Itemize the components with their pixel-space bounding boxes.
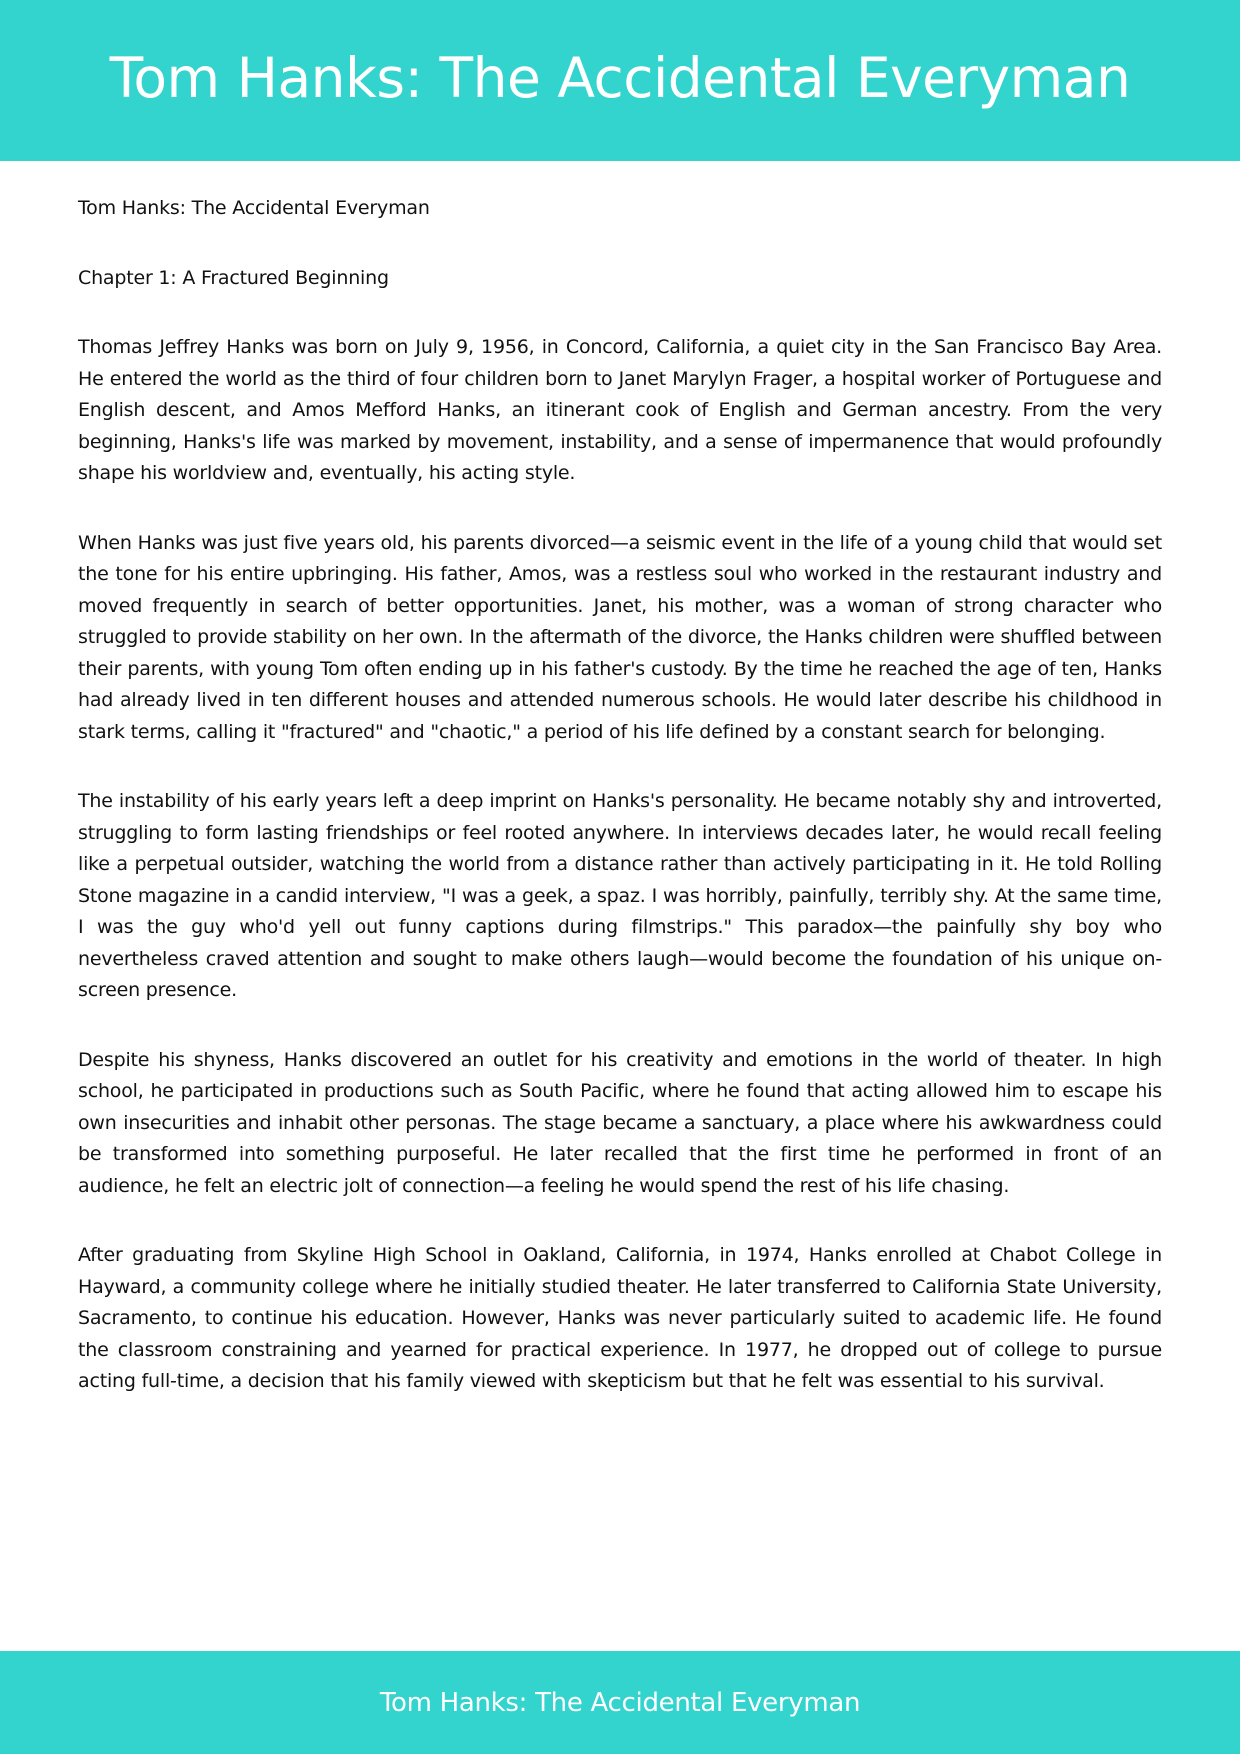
page-title: Tom Hanks: The Accidental Everyman — [109, 46, 1131, 110]
footer-text: Tom Hanks: The Accidental Everyman — [379, 1687, 861, 1718]
document-title: Tom Hanks: The Accidental Everyman — [78, 197, 430, 219]
paragraph: When Hanks was just five years old, his parents divorced—a seismic event in the life of a young child that would set the tone for his entire upbringing. His father, Amos, was a restless soul who worked in the restaurant industry and moved frequently in search of better opportunities. Janet, his mother, was a woman of strong character who struggled to provide stability on her own. In the aftermath of the divorce, the Hanks children were shuffled between their parents, with young Tom often ending up in his father's custody. By the time he reached the age of ten, Hanks had already lived in ten different houses and attended numerous schools. He would later describe his childhood in stark terms, calling it "fractured" and "chaotic," a period of his life defined by a constant search for belonging. — [78, 531, 1162, 743]
paragraph: The instability of his early years left a deep imprint on Hanks's personality. He became notably shy and introverted, struggling to form lasting friendships or feel rooted anywhere. In interviews decades later, he would recall feeling like a perpetual outsider, watching the world from a distance rather than actively participating in it. He told Rolling Stone magazine in a candid interview, "I was a geek, a spaz. I was horribly, painfully, terribly shy. At the same time, I was the guy who'd yell out funny captions during filmstrips." This paradox—the painfully shy boy who nevertheless craved attention and sought to make others laugh—would become the foundation of his unique on-screen presence. — [78, 790, 1162, 1001]
paragraph: Thomas Jeffrey Hanks was born on July 9, 1956, in Concord, California, a quiet city in the San Francisco Bay Area. He entered the world as the third of four children born to Janet Marylyn Frager, a hospital worker of Portuguese and English descent, and Amos Mefford Hanks, an itinerant cook of English and German ancestry. From the very beginning, Hanks's life was marked by movement, instability, and a sense of impermanence that would profoundly shape his worldview and, eventually, his acting style. — [78, 336, 1162, 484]
paragraph: Despite his shyness, Hanks discovered an outlet for his creativity and emotions in the world of theater. In high school, he participated in productions such as South Pacific, where he found that acting allowed him to escape his own insecurities and inhabit other personas. The stage became a sanctuary, a place where his awkwardness could be transformed into something purposeful. He later recalled that the first time he performed in front of an audience, he felt an electric jolt of connection—a feeling he would spend the rest of his life chasing. — [78, 1048, 1162, 1197]
paragraph: After graduating from Skyline High School in Oakland, California, in 1974, Hanks enrolled at Chabot College in Hayward, a community college where he initially studied theater. He later transferred to California State University, Sacramento, to continue his education. However, Hanks was never particularly suited to academic life. He found the classroom constraining and yearned for practical experience. In 1977, he dropped out of college to pursue acting full-time, a decision that his family viewed with skepticism but that he felt was essential to his survival. — [78, 1244, 1162, 1392]
header-banner — [0, 0, 1240, 161]
chapter-heading: Chapter 1: A Fractured Beginning — [78, 266, 389, 289]
document-body — [78, 193, 1162, 1436]
footer-banner — [0, 1651, 1240, 1754]
